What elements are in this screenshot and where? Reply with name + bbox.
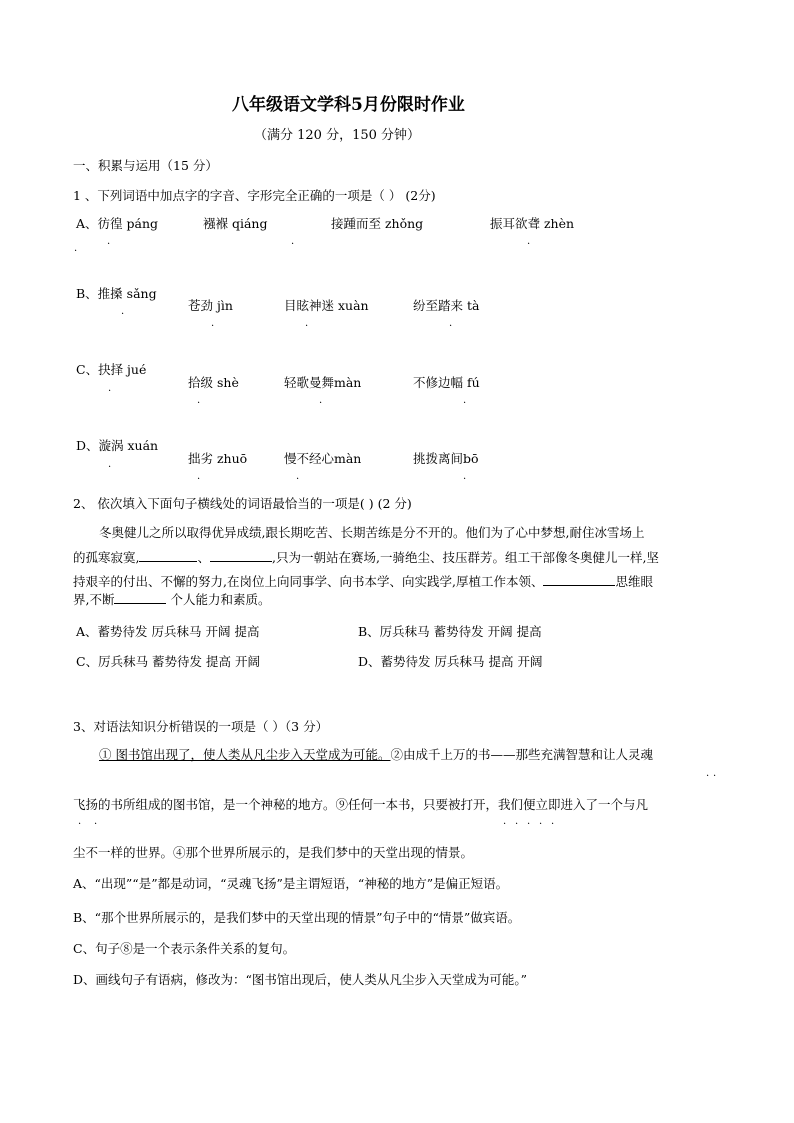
q3-option-b: B、“那个世界所展示的，是我们梦中的天堂出现的情景”句子中的“情景”做宾语。 <box>73 910 521 925</box>
q2-passage-text: 思维眼 <box>615 574 653 589</box>
fill-blank <box>543 571 615 586</box>
emphasis-dot: . <box>197 471 201 482</box>
q1-option-a-1: A、彷徨 páng <box>76 216 159 231</box>
q2-passage-text: 、 <box>197 550 210 565</box>
q1-option-b-1: B、推搡 sǎng <box>76 286 157 301</box>
q1-option-d-2: 拙劣 zhuō <box>188 451 248 466</box>
q1-option-b-3: 目眩神迷 xuàn <box>284 298 369 313</box>
q2-option-a: A、蓄势待发 厉兵秣马 开阔 提高 <box>76 624 260 639</box>
emphasis-dot: . <box>449 318 453 329</box>
q1-option-c-3: 轻歌曼舞màn <box>284 375 362 390</box>
emphasis-dot: . <box>296 471 300 482</box>
q1-option-c-4: 不修边幅 fú <box>413 375 480 390</box>
emphasis-dot: . <box>107 236 111 247</box>
emphasis-dot: . <box>713 768 717 779</box>
q1-option-c-1: C、抉择 jué <box>76 362 147 377</box>
q2-passage-line-2 <box>73 547 659 566</box>
q3-passage-line-2: 飞扬的书所组成的图书馆，是一个神秘的地方。⑨任何一本书，只要被打开，我们便立即进入了一个与凡 <box>73 797 649 812</box>
fill-blank <box>139 547 197 562</box>
emphasis-dot: . <box>551 816 555 827</box>
emphasis-dot: . <box>78 816 82 827</box>
underlined-sentence: ① 图书馆出现了，使人类从凡尘步入天堂成为可能。 <box>99 747 391 762</box>
q3-passage-text: ②由成千上万的书——那些充满智慧和让人灵魂 <box>390 747 653 762</box>
q3-passage-line-3: 尘不一样的世界。④那个世界所展示的，是我们梦中的天堂出现的情景。 <box>73 845 474 860</box>
q2-passage-text: 持艰辛的付出、不懈的努力,在岗位上向同事学、向书本学、向实践学,厚植工作本领、 <box>73 574 544 589</box>
question-1-stem: 1 、下列词语中加点字的字音、字形完全正确的一项是（ ） (2分) <box>73 188 436 203</box>
q2-passage-line-1: 冬奥健儿之所以取得优异成绩,跟长期吃苦、长期苦练是分不开的。他们为了心中梦想,耐住冰雪场上 <box>99 525 645 540</box>
emphasis-dot: . <box>74 243 78 254</box>
fill-blank <box>210 547 272 562</box>
emphasis-dot: . <box>211 318 215 329</box>
emphasis-dot: . <box>463 395 467 406</box>
q1-option-b-4: 纷至踏来 tà <box>413 298 480 313</box>
emphasis-dot: . <box>305 318 309 329</box>
emphasis-dot: . <box>108 383 112 394</box>
q1-option-c-2: 拾级 shè <box>188 375 239 390</box>
emphasis-dot: . <box>319 395 323 406</box>
q1-option-d-4: 挑拨离间bō <box>413 451 479 466</box>
question-2-stem: 2、 依次填入下面句子横线处的词语最恰当的一项是( ) (2 分) <box>73 496 412 511</box>
q3-option-a: A、“出现”“是”都是动词，“灵魂飞扬”是主谓短语，“神秘的地方”是偏正短语。 <box>73 876 509 891</box>
emphasis-dot: . <box>515 816 519 827</box>
q1-option-d-1: D、漩涡 xuán <box>76 438 159 453</box>
emphasis-dot: . <box>121 306 125 317</box>
q1-option-b-2: 苍劲 jìn <box>188 298 233 313</box>
emphasis-dot: . <box>706 768 710 779</box>
q2-passage-text: ,只为一朝站在赛场,一骑绝尘、技压群芳。组工干部像冬奥健儿一样,坚 <box>272 550 659 565</box>
q2-passage-line-4 <box>73 589 270 608</box>
q3-passage-line-1 <box>99 745 653 763</box>
emphasis-dot: . <box>291 236 295 247</box>
emphasis-dot: . <box>94 816 98 827</box>
emphasis-dot: . <box>527 816 531 827</box>
q1-option-a-4: 振耳欲聋 zhèn <box>490 216 575 231</box>
q2-passage-line-3 <box>73 571 653 590</box>
section-heading: 一、积累与运用（15 分） <box>73 158 218 173</box>
page-title: 八年级语文学科5月份限时作业 <box>232 95 465 115</box>
q2-passage-text: 界,不断 <box>73 592 115 607</box>
q1-option-a-3: 接踵而至 zhǒng <box>331 216 424 231</box>
q3-option-c: C、句子⑧是一个表示条件关系的复句。 <box>73 941 296 956</box>
q2-option-c: C、厉兵秣马 蓄势待发 提高 开阔 <box>76 654 260 669</box>
emphasis-dot: . <box>197 395 201 406</box>
emphasis-dot: . <box>503 816 507 827</box>
q1-option-d-3: 慢不经心màn <box>284 451 362 466</box>
page-subtitle: （满分 120 分，150 分钟） <box>254 128 421 143</box>
q3-option-d: D、画线句子有语病，修改为：“图书馆出现后，使人类从凡尘步入天堂成为可能。” <box>73 972 528 987</box>
q2-option-d: D、蓄势待发 厉兵秣马 提高 开阔 <box>358 654 543 669</box>
emphasis-dot: . <box>527 236 531 247</box>
fill-blank <box>114 589 166 604</box>
q1-option-a-2: 襁褓 qiáng <box>203 216 268 231</box>
question-3-stem: 3、对语法知识分析错误的一项是（ ）（3 分） <box>73 719 329 734</box>
q2-option-b: B、厉兵秣马 蓄势待发 开阔 提高 <box>358 624 542 639</box>
emphasis-dot: . <box>463 471 467 482</box>
q2-passage-text: 的孤寒寂寞, <box>73 550 140 565</box>
emphasis-dot: . <box>539 816 543 827</box>
q2-passage-text: 个人能力和素质。 <box>166 592 271 607</box>
emphasis-dot: . <box>108 459 112 470</box>
